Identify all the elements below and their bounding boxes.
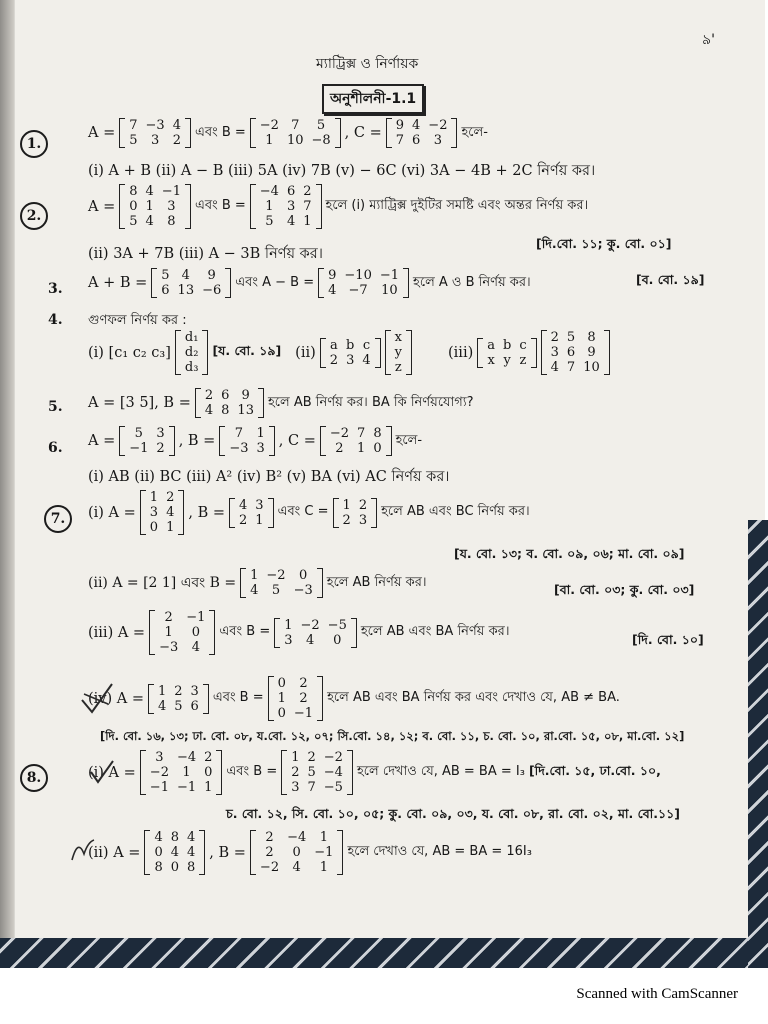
matrix-cell: 4 (250, 583, 259, 598)
q6-c-label: , C = (278, 433, 316, 449)
matrix-cell: 0 (204, 765, 213, 780)
matrix-cell: 0 (277, 706, 286, 721)
matrix-cell: 10 (583, 360, 600, 375)
q2-ref: [দি.বো. ১১; কু. বো. ০১] (536, 236, 672, 251)
matrix-cell: −3 (229, 441, 249, 456)
matrix-cell: 7 (303, 199, 312, 214)
matrix-cell: 6 (161, 283, 170, 298)
q2-statement (88, 184, 588, 229)
matrix-cell: 8 (170, 830, 179, 845)
matrix-q2-b (250, 184, 322, 229)
matrix-q6-a (119, 426, 174, 456)
matrix-cell: −2 (329, 426, 350, 441)
matrix-cell: −3 (293, 583, 313, 598)
q4-ref-i: [য. বো. ১৯] (212, 342, 282, 358)
matrix-cell: 5 (307, 765, 316, 780)
matrix-q8-ii-a (144, 830, 205, 875)
matrix-cell: 3 (149, 505, 159, 520)
matrix-cell: 3 (550, 345, 559, 360)
matrix-cell: 1 (319, 830, 328, 845)
q3-text: হলে A ও B নির্ণয় কর। (413, 274, 531, 290)
matrix-cell: 1 (166, 520, 175, 535)
matrix-cell: 1 (265, 199, 274, 214)
q1-then: হলে- (461, 124, 488, 140)
matrix-cell: 5 (271, 583, 281, 598)
matrix-q4-m2 (320, 338, 381, 368)
q2-parts: (ii) 3A + 7B (iii) A − 3B নির্ণয় কর। (88, 246, 323, 262)
q1-number: 1. (20, 130, 48, 158)
matrix-cell: 3 (291, 780, 300, 795)
matrix-cell: 2 (265, 845, 274, 860)
matrix-cell: −4 (176, 750, 197, 765)
matrix-cell: −2 (149, 765, 169, 780)
matrix-q7-a (140, 490, 185, 535)
matrix-cell: 5 (265, 214, 274, 229)
matrix-q3-sum (151, 268, 231, 298)
matrix-cell: −10 (344, 268, 372, 283)
matrix-cell: −2 (428, 118, 448, 133)
matrix-cell: 1 (291, 750, 300, 765)
matrix-cell: 6 (566, 345, 576, 360)
q8-b-label: এবং B = (226, 764, 278, 779)
matrix-cell: 0 (149, 520, 159, 535)
q8-ref2: চ. বো. ১২, সি. বো. ১০, ০৫; কু. বো. ০৯, ০৩, য. বো. ০৮, রা. বো. ০২, মা. বো.১১] (226, 806, 680, 821)
chapter-title: ম্যাট্রিক্স ও নির্ণায়ক (316, 56, 419, 72)
handwritten-tick-mark (88, 758, 116, 786)
matrix-q4-v2 (385, 330, 412, 375)
matrix-cell: 6 (412, 133, 421, 148)
matrix-q7-iv-b (268, 676, 323, 721)
matrix-cell: 5 (316, 118, 326, 133)
q7-b-label: , B = (188, 504, 225, 521)
q8-ii-lead: (ii) A = (88, 844, 141, 861)
page-number: ৯' (702, 32, 715, 48)
matrix-cell: 2 (239, 512, 248, 528)
matrix-cell: 4 (412, 118, 421, 133)
matrix-cell: 7 (566, 360, 576, 375)
matrix-cell: −2 (266, 568, 286, 583)
q3-mid: এবং A − B = (235, 274, 315, 290)
matrix-cell: 1 (164, 625, 173, 640)
q7-ii-statement (88, 568, 427, 598)
fabric-background (0, 938, 768, 968)
q3-ref: [ব. বো. ১৯] (636, 272, 705, 287)
matrix-cell: −1 (379, 268, 400, 283)
matrix-cell: c (519, 337, 527, 353)
q8-text: হলে দেখাও যে, AB = BA = I₃ (356, 764, 525, 779)
q8-i-lead: (i) A = (88, 764, 136, 781)
matrix-cell: 4 (154, 830, 163, 845)
matrix-cell: 4 (286, 214, 296, 229)
matrix-cell: 1 (204, 780, 213, 795)
q7-c-label: এবং C = (277, 504, 329, 519)
matrix-cell: 0 (129, 199, 138, 214)
matrix-cell: 0 (333, 632, 342, 648)
matrix-cell: 7 (357, 426, 366, 441)
q1-statement (88, 118, 488, 148)
page-edge-shadow (0, 0, 14, 968)
q8-ref1: [দি.বো. ১৫, ঢা.বো. ১০, (528, 762, 661, 778)
matrix-cell: 1 (277, 691, 286, 706)
matrix-cell: 2 (303, 184, 312, 199)
matrix-q8-ii-b (250, 830, 344, 875)
q2-text: হলে (i) ম্যাট্রিক্স দুইটির সমষ্টি এবং অন্তর নির্ণয় কর। (325, 198, 589, 213)
q7-iii-statement (88, 610, 509, 655)
matrix-q4-m3 (477, 338, 536, 368)
matrix-cell: 2 (174, 683, 183, 699)
matrix-cell: 10 (381, 283, 398, 298)
matrix-cell: 3 (256, 441, 265, 456)
q4-i: (i) [c₁ c₂ c₃] (88, 344, 171, 361)
matrix-cell: 5 (134, 426, 143, 441)
q5-statement (88, 388, 474, 418)
q7-number: 7. (44, 505, 72, 533)
matrix-cell: −6 (202, 283, 222, 298)
matrix-cell: 4 (292, 860, 301, 875)
q2-number: 2. (20, 202, 48, 230)
q4-statement (88, 330, 610, 375)
q8-ii-statement (88, 830, 532, 875)
matrix-q4-n3 (541, 330, 610, 375)
matrix-cell: 4 (550, 360, 559, 375)
matrix-cell: d₁ (184, 330, 199, 345)
matrix-cell: 3 (156, 426, 165, 441)
matrix-cell: −2 (259, 860, 280, 875)
matrix-cell: 7 (234, 426, 244, 441)
q1-parts: (i) A + B (ii) A − B (iii) 5A (iv) 7B (v) − 6C (vi) 3A − 4B + 2C নির্ণয় কর। (88, 163, 596, 179)
fabric-background-right (748, 520, 768, 968)
q2-lead: A = (88, 198, 116, 215)
matrix-q1-a (119, 118, 191, 148)
matrix-cell: 0 (154, 845, 163, 860)
matrix-cell: 9 (207, 268, 216, 283)
matrix-cell: −3 (159, 640, 179, 655)
matrix-cell: 5 (161, 268, 170, 283)
matrix-cell: 7 (129, 118, 138, 133)
matrix-cell: −1 (161, 184, 181, 199)
matrix-cell: 5 (129, 133, 138, 148)
matrix-q1-b (250, 118, 341, 148)
q3-statement (88, 268, 531, 298)
matrix-cell: z (519, 352, 527, 368)
handwritten-check-mark (78, 680, 118, 720)
scanner-watermark: Scanned with CamScanner (576, 986, 738, 1002)
q8-number: 8. (20, 764, 48, 792)
q8-ii-b-label: , B = (209, 844, 246, 861)
matrix-cell: 3 (255, 497, 264, 513)
q3-number: 3. (48, 281, 63, 297)
matrix-q7-iii-b (274, 618, 357, 648)
matrix-cell: a (330, 337, 338, 353)
matrix-cell: b (346, 337, 355, 353)
matrix-cell: −1 (176, 780, 197, 795)
q6-number: 6. (48, 440, 63, 456)
matrix-cell: b (503, 337, 512, 353)
matrix-cell: 5 (174, 698, 183, 714)
exercise-title: অনুশীলনী-1.1 (322, 84, 424, 114)
matrix-cell: −1 (314, 845, 334, 860)
q4-number: 4. (48, 312, 63, 328)
q7-ii-text: হলে AB নির্ণয় কর। (326, 574, 427, 590)
matrix-cell: 1 (265, 133, 274, 148)
matrix-cell: 5 (129, 214, 138, 229)
q2-and-b: এবং B = (194, 198, 246, 213)
matrix-cell: 4 (170, 845, 179, 860)
matrix-cell: −2 (259, 118, 279, 133)
matrix-q1-c (386, 118, 458, 148)
matrix-cell: 4 (145, 214, 154, 229)
matrix-cell: −4 (323, 765, 343, 780)
matrix-cell: 1 (255, 512, 264, 528)
matrix-cell: 3 (150, 133, 160, 148)
matrix-cell: −2 (323, 750, 343, 765)
handwritten-scribble (68, 834, 98, 864)
q5-lead: A = [3 5], B = (88, 395, 191, 411)
matrix-cell: 3 (167, 199, 176, 214)
matrix-q6-b (219, 426, 274, 456)
q7-ii-ref: [বা. বো. ০৩; কু. বো. ০৩] (554, 582, 695, 597)
matrix-cell: 4 (172, 118, 181, 133)
matrix-cell: 4 (362, 352, 371, 368)
q7-i-lead: (i) A = (88, 504, 136, 521)
matrix-cell: 4 (187, 845, 196, 860)
matrix-cell: −1 (149, 780, 169, 795)
matrix-cell: 1 (157, 683, 167, 699)
matrix-cell: −4 (287, 830, 307, 845)
matrix-q4-d (175, 330, 209, 375)
q7-iii-ref: [দি. বো. ১০] (632, 632, 704, 647)
q6-statement (88, 426, 422, 456)
matrix-cell: 6 (221, 388, 230, 403)
matrix-q8-a (140, 750, 223, 795)
q4-ii: (ii) (295, 344, 316, 361)
matrix-cell: 1 (342, 497, 351, 513)
matrix-cell: 2 (172, 133, 181, 148)
matrix-cell: 0 (299, 568, 308, 583)
matrix-cell: 2 (265, 830, 274, 845)
matrix-q6-c (320, 426, 392, 456)
matrix-cell: 3 (155, 750, 164, 765)
matrix-cell: 1 (256, 426, 265, 441)
matrix-cell: d₃ (184, 360, 199, 375)
matrix-q3-diff (318, 268, 409, 298)
q6-parts: (i) AB (ii) BC (iii) A² (iv) B² (v) BA (vi) AC নির্ণয় কর। (88, 469, 450, 485)
q7-iii-b: এবং B = (219, 624, 271, 639)
matrix-q7-c (333, 498, 378, 528)
matrix-cell: −3 (145, 118, 165, 133)
matrix-cell: −7 (348, 283, 368, 298)
matrix-cell: a (487, 337, 496, 353)
q7-iv-ref: [দি. বো. ১৬, ১৩; ঢা. বো. ০৮, য.বো. ১২, ০৭; সি.বো. ১৪, ১২; ব. বো. ১১, চ. বো. ১০, রা.বো. ১৫, ০৮, মা.বো. ১২] (100, 729, 685, 743)
matrix-cell: x (487, 352, 495, 368)
matrix-q7-ii-b (240, 568, 323, 598)
matrix-cell: 2 (342, 512, 351, 528)
q6-then: হলে- (395, 432, 423, 448)
q7-iii-text: হলে AB এবং BA নির্ণয় কর। (360, 624, 510, 639)
matrix-cell: 6 (286, 184, 296, 199)
matrix-cell: −5 (327, 617, 347, 633)
q3-lead: A + B = (88, 275, 148, 291)
matrix-cell: z (394, 360, 402, 375)
matrix-cell: 0 (191, 625, 200, 640)
matrix-cell: 3 (346, 352, 355, 368)
matrix-cell: 2 (204, 750, 213, 765)
q6-lead: A = (88, 433, 116, 449)
matrix-cell: 8 (373, 426, 382, 441)
matrix-cell: 3 (190, 683, 199, 699)
matrix-cell: 4 (191, 640, 200, 655)
matrix-q7-iii-a (149, 610, 215, 655)
matrix-cell: −1 (186, 610, 206, 625)
matrix-cell: 3 (433, 133, 443, 148)
matrix-cell: 2 (204, 388, 214, 403)
matrix-cell: −8 (311, 133, 331, 148)
q1-and-b: এবং B = (194, 124, 246, 140)
matrix-cell: −1 (129, 441, 149, 456)
matrix-cell: −2 (300, 617, 320, 633)
q7-text: হলে AB এবং BC নির্ণয় কর। (381, 504, 530, 519)
q5-text: হলে AB নির্ণয় কর। BA কি নির্ণয়যোগ্য? (267, 394, 474, 410)
matrix-cell: d₂ (184, 345, 199, 360)
matrix-cell: 2 (329, 352, 339, 368)
matrix-cell: 2 (164, 610, 173, 625)
matrix-cell: 6 (190, 698, 199, 714)
q1-lead: A = (88, 125, 116, 141)
matrix-cell: 2 (299, 691, 308, 706)
matrix-cell: 8 (154, 860, 163, 875)
q4-title: গুণফল নির্ণয় কর : (88, 313, 187, 328)
q7-iii-lead: (iii) A = (88, 624, 146, 641)
matrix-cell: 8 (167, 214, 176, 229)
matrix-cell: 4 (204, 403, 214, 418)
q1-comma-c: , C = (344, 125, 382, 141)
matrix-cell: 1 (145, 199, 154, 214)
matrix-cell: 0 (277, 676, 286, 691)
matrix-cell: −5 (323, 780, 343, 795)
matrix-cell: 13 (177, 283, 195, 298)
matrix-cell: 1 (284, 617, 293, 633)
q8-i-statement (88, 750, 661, 795)
matrix-cell: 4 (187, 830, 196, 845)
matrix-cell: 4 (239, 497, 248, 513)
matrix-cell: 1 (250, 568, 259, 583)
matrix-q2-a (119, 184, 191, 229)
matrix-cell: y (394, 345, 403, 360)
matrix-cell: 3 (358, 512, 368, 528)
matrix-cell: 2 (291, 765, 300, 780)
matrix-cell: c (362, 337, 371, 353)
matrix-cell: y (503, 352, 511, 368)
matrix-cell: 8 (129, 184, 138, 199)
matrix-cell: −4 (259, 184, 279, 199)
q7-i-statement (88, 490, 530, 535)
matrix-cell: 2 (335, 441, 344, 456)
matrix-q7-iv-a (148, 684, 209, 714)
matrix-cell: 1 (182, 765, 191, 780)
matrix-cell: 3 (284, 632, 293, 648)
matrix-cell: 4 (181, 268, 190, 283)
q7-ii-lead: (ii) A = [2 1] এবং B = (88, 575, 237, 591)
matrix-q5-b (195, 388, 264, 418)
matrix-cell: x (394, 330, 402, 345)
matrix-cell: 1 (357, 441, 366, 456)
matrix-cell: 4 (328, 283, 337, 298)
matrix-cell: 2 (358, 497, 368, 513)
matrix-cell: 1 (303, 214, 312, 229)
matrix-q8-b (281, 750, 353, 795)
matrix-cell: 2 (166, 490, 175, 505)
q7-iv-statement (88, 676, 620, 721)
matrix-cell: 9 (395, 118, 405, 133)
q7-ref: [য. বো. ১৩; ব. বো. ০৯, ০৬; মা. বো. ০৯] (454, 546, 685, 561)
q5-number: 5. (48, 399, 63, 415)
matrix-cell: 2 (550, 330, 559, 345)
matrix-cell: 0 (373, 441, 382, 456)
matrix-cell: 1 (149, 490, 159, 505)
matrix-cell: 0 (170, 860, 179, 875)
q4-iii: (iii) (448, 344, 474, 361)
matrix-cell: 7 (307, 780, 316, 795)
q6-b-label: , B = (178, 433, 216, 449)
matrix-cell: 9 (587, 345, 596, 360)
matrix-cell: 9 (241, 388, 250, 403)
matrix-cell: 4 (157, 698, 167, 714)
matrix-cell: 9 (328, 268, 337, 283)
matrix-cell: 2 (156, 441, 165, 456)
matrix-q7-b (229, 498, 274, 528)
matrix-cell: −1 (293, 706, 314, 721)
q7-iv-text: হলে AB এবং BA নির্ণয় কর এবং দেখাও যে, AB ≠ BA. (327, 690, 620, 705)
q7-iv-lead: (iv) A = (88, 690, 144, 707)
q8-ii-text: হলে দেখাও যে, AB = BA = 16I₃ (347, 844, 532, 859)
matrix-cell: 8 (587, 330, 596, 345)
matrix-cell: 4 (145, 184, 154, 199)
matrix-cell: 2 (307, 750, 316, 765)
matrix-cell: 0 (292, 845, 301, 860)
matrix-cell: 7 (291, 118, 300, 133)
matrix-cell: 4 (305, 632, 315, 648)
matrix-cell: 4 (166, 505, 175, 520)
matrix-cell: 5 (566, 330, 576, 345)
matrix-cell: 10 (286, 133, 304, 148)
matrix-cell: 2 (299, 676, 308, 691)
matrix-cell: 7 (395, 133, 405, 148)
q7-iv-b: এবং B = (212, 690, 264, 705)
matrix-cell: 13 (237, 403, 254, 418)
matrix-cell: 1 (319, 860, 328, 875)
matrix-cell: 8 (221, 403, 230, 418)
matrix-cell: 8 (187, 860, 196, 875)
matrix-cell: 3 (286, 199, 296, 214)
